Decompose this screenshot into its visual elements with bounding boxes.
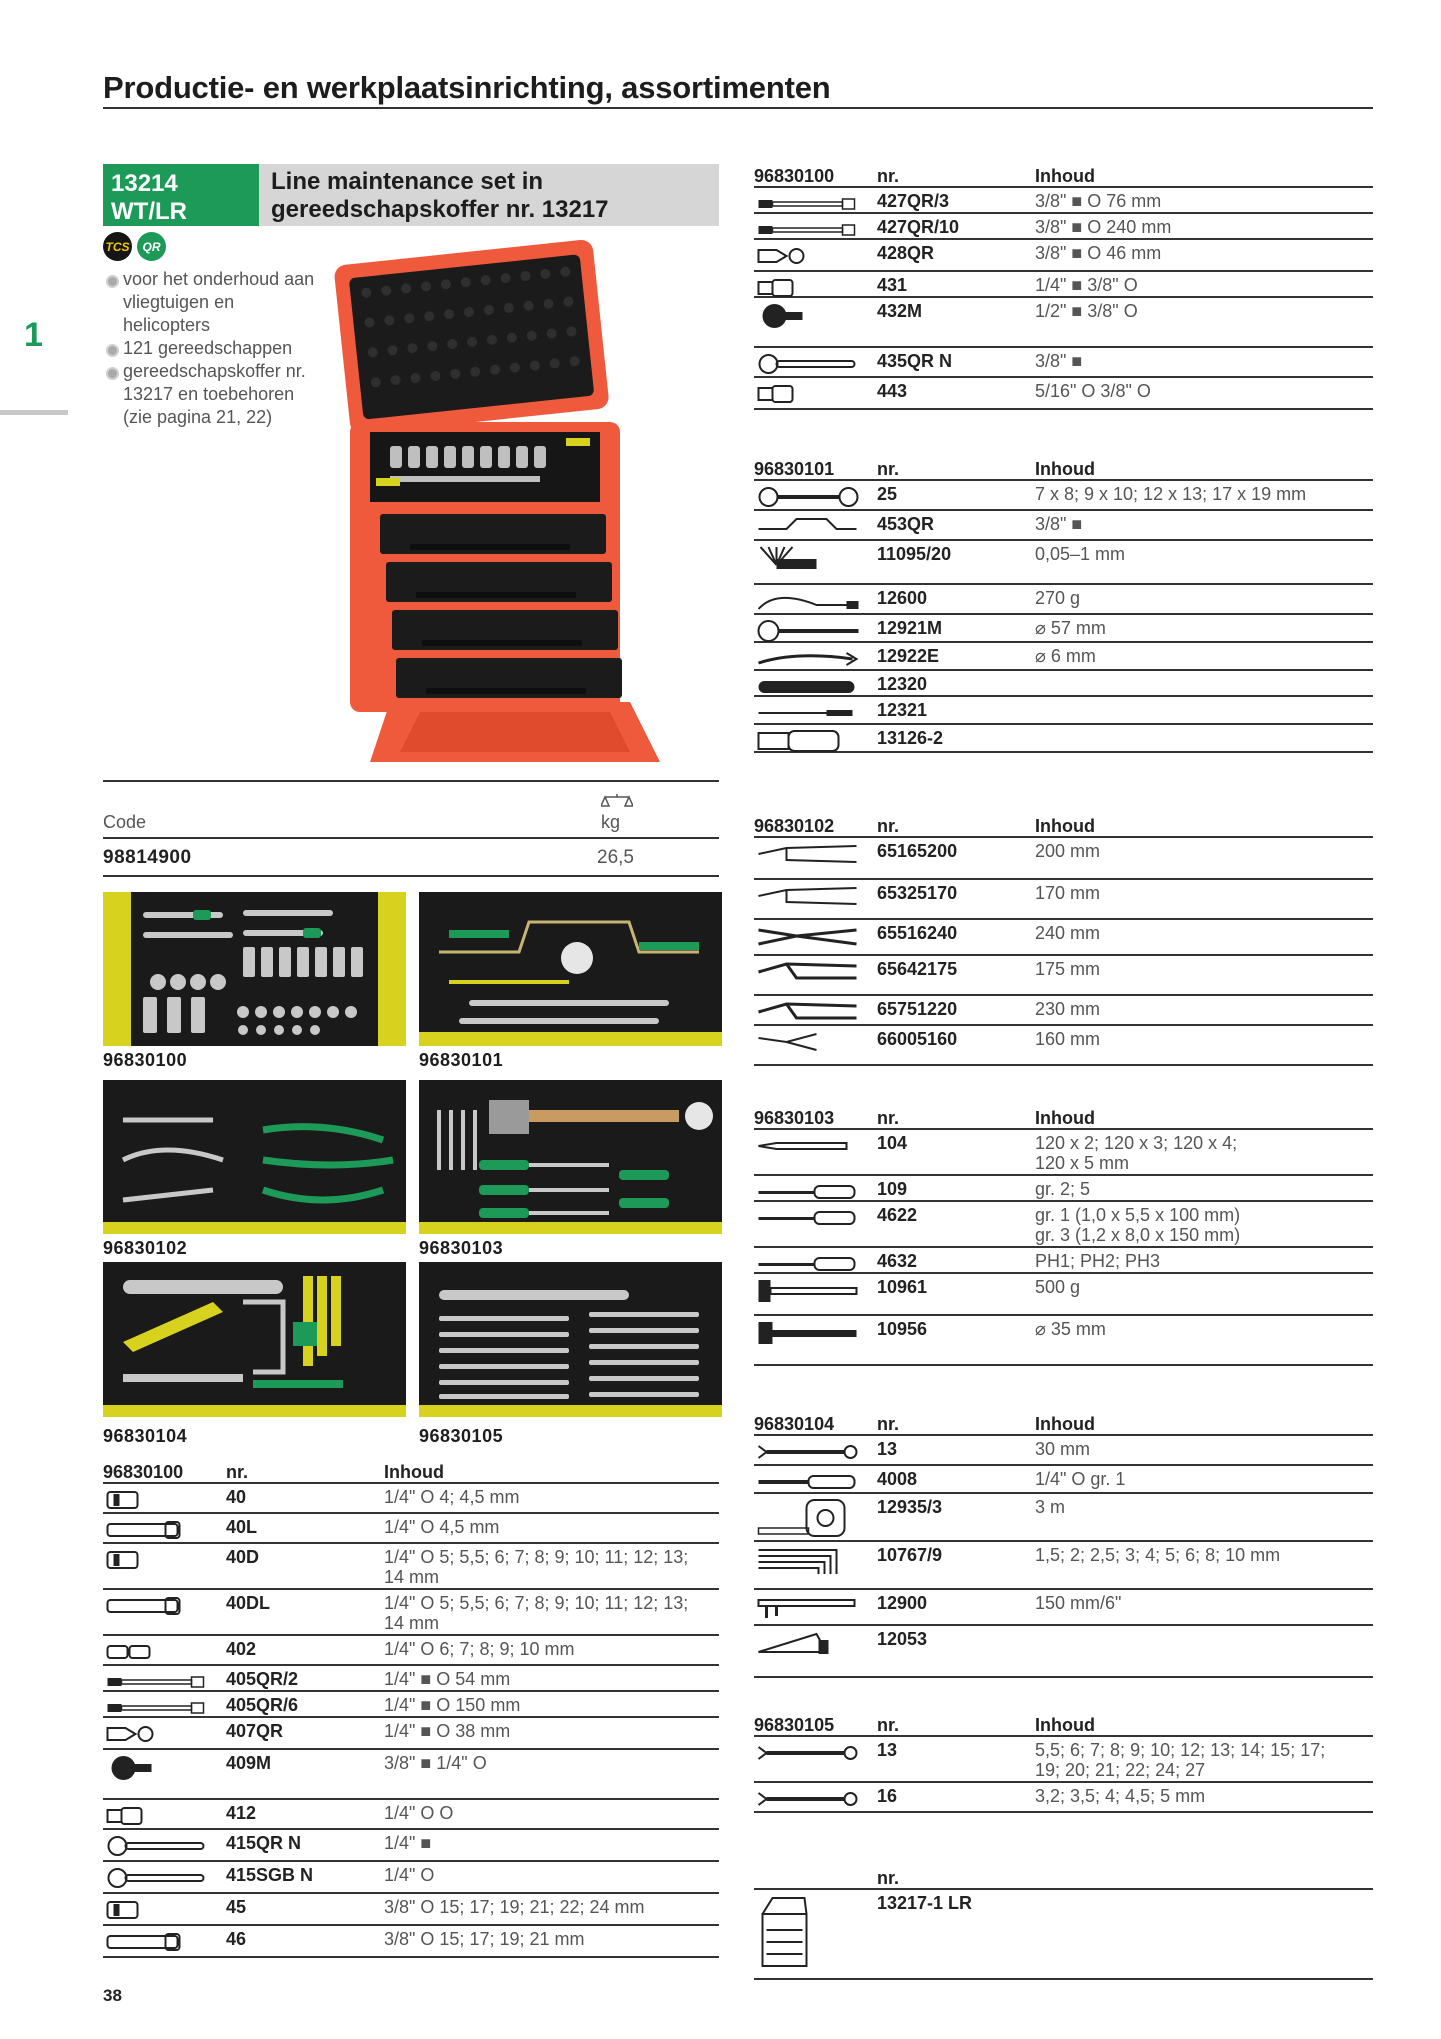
article-number: 12600 [877, 588, 928, 608]
magnetic-pickup-icon [754, 589, 859, 613]
col-nr-header: nr. [226, 1462, 249, 1482]
feature-item: gereedschapskoffer nr. 13217 en toebehoren (zie pagina 21, 22) [105, 360, 320, 429]
tray-image-96830104 [103, 1262, 406, 1417]
tape-measure-icon [754, 1498, 859, 1540]
article-number: 409M [226, 1753, 272, 1773]
table-row [103, 1750, 719, 1800]
article-content: ⌀ 57 mm [1035, 618, 1106, 638]
article-content: gr. 1 (1,0 x 5,5 x 100 mm) gr. 3 (1,2 x 8,0 x 150 mm) [1035, 1205, 1241, 1245]
hammer-icon [754, 1278, 859, 1314]
extension-bar-icon [103, 1670, 208, 1694]
table-row [754, 272, 1373, 298]
col-nr-header: nr. [877, 1868, 900, 1888]
article-number: 443 [877, 381, 908, 401]
article-content: 30 mm [1035, 1439, 1091, 1459]
article-number: 109 [877, 1179, 908, 1199]
article-number: 415SGB N [226, 1865, 314, 1885]
ratchet-icon [103, 1866, 208, 1892]
table-row [754, 1590, 1373, 1626]
article-number: 402 [226, 1639, 257, 1659]
article-content: 1/4" O 4; 4,5 mm [384, 1487, 520, 1507]
article-content: ⌀ 35 mm [1035, 1319, 1106, 1339]
table-t96830105 [754, 1715, 1373, 1813]
product-code: 13214 WT/LR [103, 164, 259, 226]
article-number: 13126-2 [877, 728, 944, 748]
article-number: 40L [226, 1517, 258, 1537]
table-row [754, 298, 1373, 348]
col-nr-header: nr. [877, 1414, 900, 1434]
tray-image-96830101 [419, 892, 722, 1046]
article-content: 1/4" ■ O 150 mm [384, 1695, 521, 1715]
table-t96830100-right [754, 166, 1373, 410]
table-row [754, 1466, 1373, 1494]
table-title: 96830101 [754, 459, 835, 479]
title-rule [103, 107, 1373, 109]
table-header [754, 1414, 1373, 1436]
tray-image-96830100 [103, 892, 406, 1046]
article-content: 7 x 8; 9 x 10; 12 x 13; 17 x 19 mm [1035, 484, 1307, 504]
pliers-icon [754, 842, 859, 878]
article-content: 1/4" O 4,5 mm [384, 1517, 500, 1537]
scribe-icon [754, 701, 859, 725]
article-content: 1/4" O 5; 5,5; 6; 7; 8; 9; 10; 11; 12; 13; 14 mm [384, 1593, 689, 1633]
product-name: Line maintenance set in gereedschapskoffer nr. 13217 [259, 164, 719, 226]
article-number: 12922E [877, 646, 940, 666]
screwdriver-icon [754, 1252, 859, 1276]
article-content: 3,2; 3,5; 4; 4,5; 5 mm [1035, 1786, 1206, 1806]
bit-holder-icon [754, 1470, 859, 1494]
article-number: 12321 [877, 700, 928, 720]
soft-face-hammer-icon [754, 1320, 859, 1364]
article-number: 16 [877, 1786, 898, 1806]
article-number: 13217-1 LR [877, 1893, 973, 1913]
table-row [754, 1890, 1373, 1980]
article-number: 435QR N [877, 351, 953, 371]
article-number: 65165200 [877, 841, 958, 861]
article-content: 1/4" ■ O 38 mm [384, 1721, 511, 1741]
article-content: 3/8" ■ O 76 mm [1035, 191, 1162, 211]
table-row [754, 725, 1373, 753]
tray-label: 96830102 [103, 1238, 188, 1258]
article-content: PH1; PH2; PH3 [1035, 1251, 1161, 1271]
table-row [754, 1626, 1373, 1678]
table-row [754, 511, 1373, 541]
article-content: 160 mm [1035, 1029, 1101, 1049]
article-content: 3/8" O 15; 17; 19; 21 mm [384, 1929, 585, 1949]
table-header [754, 459, 1373, 481]
table-title: 96830102 [754, 816, 835, 836]
article-content: 1/4" ■ O 54 mm [384, 1669, 511, 1689]
table-row [754, 1737, 1373, 1783]
extension-bar-icon [754, 192, 859, 216]
table-row [103, 1926, 719, 1958]
article-number: 46 [226, 1929, 247, 1949]
article-content: 3/8" O 15; 17; 19; 21; 22; 24 mm [384, 1897, 645, 1917]
col-nr-header: nr. [877, 166, 900, 186]
table-row [754, 348, 1373, 378]
feature-item: voor het onderhoud aan vliegtuigen en helicopters [105, 268, 320, 337]
article-number: 12320 [877, 674, 928, 694]
feeler-gauge-icon [754, 545, 859, 583]
tool-case-icon [754, 1894, 859, 1978]
article-content: 1/4" O [384, 1865, 435, 1885]
table-title: 96830100 [103, 1462, 184, 1482]
article-content: 120 x 2; 120 x 3; 120 x 4; 120 x 5 mm [1035, 1133, 1238, 1173]
article-content: 170 mm [1035, 883, 1101, 903]
table-row [754, 214, 1373, 240]
table-row [103, 1590, 719, 1636]
table-row [103, 1894, 719, 1926]
article-content: 200 mm [1035, 841, 1101, 861]
pickup-tool-icon [754, 647, 859, 671]
screwdriver-icon [754, 1180, 859, 1204]
table-t96830104 [754, 1414, 1373, 1678]
article-content: 500 g [1035, 1277, 1081, 1297]
article-content: 3/8" ■ 1/4" O [384, 1753, 487, 1773]
table-header [754, 1715, 1373, 1737]
article-content: 1/4" O 5; 5,5; 6; 7; 8; 9; 10; 11; 12; 13; 14 mm [384, 1547, 689, 1587]
table-t96830102 [754, 816, 1373, 1066]
product-header [103, 164, 719, 226]
table-row [754, 920, 1373, 956]
article-number: 13 [877, 1439, 898, 1459]
combination-spanner-icon [754, 1440, 859, 1464]
screwdriver-icon [754, 1206, 859, 1246]
table-row [754, 956, 1373, 996]
article-number: 428QR [877, 243, 935, 263]
article-number: 65516240 [877, 923, 958, 943]
code-weight-table [103, 780, 719, 877]
article-content: 1,5; 2; 2,5; 3; 4; 5; 6; 8; 10 mm [1035, 1545, 1281, 1565]
tray-label: 96830103 [419, 1238, 504, 1258]
col-inhoud-header: Inhoud [1035, 459, 1095, 479]
col-inhoud-header: Inhoud [384, 1462, 444, 1482]
socket-icon [103, 1488, 208, 1512]
table-row [103, 1692, 719, 1718]
combination-spanner-icon [754, 1787, 859, 1811]
flashlight-icon [754, 675, 859, 699]
article-number: 405QR/6 [226, 1695, 299, 1715]
article-number: 104 [877, 1133, 908, 1153]
ratchet-icon [754, 352, 859, 376]
col-inhoud-header: Inhoud [1035, 1108, 1095, 1128]
feature-list [105, 268, 320, 429]
table-row [754, 643, 1373, 671]
page-number: 38 [103, 1986, 122, 2005]
article-number: 427QR/10 [877, 217, 960, 237]
adapter-icon [754, 276, 859, 300]
socket-set-icon [103, 1640, 208, 1664]
weight-icon [601, 792, 633, 810]
article-number: 10956 [877, 1319, 928, 1339]
table-t96830100-left [103, 1462, 719, 1958]
article-content: 5/16" O 3/8" O [1035, 381, 1151, 401]
table-row [754, 1176, 1373, 1202]
table-row [754, 1202, 1373, 1248]
article-number: 66005160 [877, 1029, 958, 1049]
tray-label: 96830105 [419, 1426, 504, 1446]
long-socket-icon [103, 1518, 208, 1542]
feature-item: 121 gereedschappen [105, 337, 320, 360]
article-number: 405QR/2 [226, 1669, 299, 1689]
table-row [754, 671, 1373, 697]
article-code: 98814900 [103, 847, 192, 868]
caliper-icon [754, 1594, 859, 1624]
water-pump-pliers-icon [754, 924, 859, 954]
weight-unit-header: kg [601, 812, 621, 832]
tray-image-96830105 [419, 1262, 722, 1417]
table-row [103, 1484, 719, 1514]
article-number: 12053 [877, 1629, 928, 1649]
article-weight: 26,5 [597, 847, 634, 868]
table-row [754, 996, 1373, 1026]
tcs-badge-icon: TCS [103, 232, 132, 261]
article-number: 407QR [226, 1721, 284, 1741]
table-t96830101 [754, 459, 1373, 753]
table-row [103, 839, 719, 877]
table-row [754, 240, 1373, 272]
ratchet-icon [103, 1834, 208, 1860]
hacksaw-icon [754, 1630, 859, 1676]
table-row [754, 838, 1373, 880]
article-content: 3/8" ■ [1035, 514, 1083, 534]
table-header [754, 1868, 1373, 1890]
article-content: 3/8" ■ [1035, 351, 1083, 371]
article-content: 1/4" O gr. 1 [1035, 1469, 1126, 1489]
table-row [754, 1783, 1373, 1813]
article-number: 12921M [877, 618, 943, 638]
article-number: 12900 [877, 1593, 928, 1613]
table-row [754, 1130, 1373, 1176]
article-number: 65751220 [877, 999, 958, 1019]
article-content: 270 g [1035, 588, 1081, 608]
article-number: 13 [877, 1740, 898, 1760]
article-content: 3/8" ■ O 240 mm [1035, 217, 1172, 237]
hex-driver-icon [754, 729, 859, 753]
page-title: Productie- en werkplaatsinrichting, assortimenten [103, 70, 831, 105]
article-content: 1/4" O 6; 7; 8; 9; 10 mm [384, 1639, 575, 1659]
table-row [103, 1718, 719, 1750]
article-content: 0,05–1 mm [1035, 544, 1126, 564]
article-number: 45 [226, 1897, 247, 1917]
article-number: 10961 [877, 1277, 928, 1297]
article-number: 40D [226, 1547, 260, 1567]
article-content: 1/4" O O [384, 1803, 454, 1823]
chapter-marker [0, 410, 68, 415]
article-content: gr. 2; 5 [1035, 1179, 1091, 1199]
col-nr-header: nr. [877, 816, 900, 836]
extension-bar-icon [754, 218, 859, 242]
article-number: 65642175 [877, 959, 958, 979]
tray-label: 96830104 [103, 1426, 188, 1446]
table-title: 96830105 [754, 1715, 835, 1735]
article-number: 65325170 [877, 883, 958, 903]
locking-pliers-icon [754, 1000, 859, 1024]
article-number: 412 [226, 1803, 257, 1823]
article-content: 150 mm/6" [1035, 1593, 1122, 1613]
socket-icon [103, 1898, 208, 1924]
table-row [754, 1026, 1373, 1066]
table-row [103, 1666, 719, 1692]
table-t-case [754, 1868, 1373, 1980]
article-number: 25 [877, 484, 898, 504]
adapter-icon [103, 1804, 208, 1828]
article-content: ⌀ 6 mm [1035, 646, 1096, 666]
article-number: 11095/20 [877, 544, 952, 564]
col-nr-header: nr. [877, 459, 900, 479]
locking-pliers-icon [754, 960, 859, 994]
pliers-icon [754, 884, 859, 918]
adapter-icon [754, 382, 859, 408]
table-row [103, 1862, 719, 1894]
col-nr-header: nr. [877, 1108, 900, 1128]
code-header: Code [103, 812, 147, 832]
table-header [103, 1462, 719, 1484]
table-row [754, 1274, 1373, 1316]
article-content: 3 m [1035, 1497, 1066, 1517]
table-row [103, 1800, 719, 1830]
article-number: 12935/3 [877, 1497, 943, 1517]
article-number: 432M [877, 301, 923, 321]
col-inhoud-header: Inhoud [1035, 1414, 1095, 1434]
table-row [754, 378, 1373, 410]
article-number: 415QR N [226, 1833, 302, 1853]
col-nr-header: nr. [877, 1715, 900, 1735]
tray-label: 96830101 [419, 1050, 504, 1070]
article-number: 4632 [877, 1251, 918, 1271]
col-inhoud-header: Inhoud [1035, 816, 1095, 836]
table-row [103, 1830, 719, 1862]
article-content: 1/2" ■ 3/8" O [1035, 301, 1138, 321]
article-content: 175 mm [1035, 959, 1101, 979]
qr-badge-icon: QR [137, 232, 166, 261]
table-row [754, 541, 1373, 585]
spinner-handle-icon [754, 302, 859, 346]
article-number: 427QR/3 [877, 191, 950, 211]
article-content: 5,5; 6; 7; 8; 9; 10; 12; 13; 14; 15; 17; 19; 20; 21; 22; 24; 27 [1035, 1740, 1326, 1780]
ring-spanner-icon [754, 485, 859, 509]
table-header [754, 1108, 1373, 1130]
article-number: 4008 [877, 1469, 918, 1489]
hex-key-set-icon [754, 1546, 859, 1588]
table-row [754, 1248, 1373, 1274]
table-row [103, 1636, 719, 1666]
article-content: 1/4" ■ [384, 1833, 432, 1853]
article-number: 4622 [877, 1205, 918, 1225]
universal-joint-icon [754, 244, 859, 270]
article-content: 3/8" ■ O 46 mm [1035, 243, 1162, 263]
extension-bar-icon [103, 1696, 208, 1720]
table-row [754, 1494, 1373, 1542]
table-title: 96830103 [754, 1108, 835, 1128]
chapter-number: 1 [24, 316, 43, 354]
socket-icon [103, 1548, 208, 1588]
tool-case-image [330, 232, 722, 768]
table-row [103, 1544, 719, 1590]
combination-spanner-icon [754, 1741, 859, 1781]
crank-brace-icon [754, 515, 859, 539]
table-row [754, 481, 1373, 511]
tray-image-96830103 [419, 1080, 722, 1234]
article-content: 230 mm [1035, 999, 1101, 1019]
inspection-mirror-icon [754, 619, 859, 643]
article-number: 40 [226, 1487, 247, 1507]
col-inhoud-header: Inhoud [1035, 1715, 1095, 1735]
spinner-handle-icon [103, 1754, 208, 1798]
cutting-pliers-icon [754, 1030, 859, 1064]
article-number: 453QR [877, 514, 935, 534]
article-content: 240 mm [1035, 923, 1101, 943]
universal-joint-icon [103, 1722, 208, 1748]
punch-icon [754, 1134, 859, 1174]
article-content: 1/4" ■ 3/8" O [1035, 275, 1138, 295]
col-inhoud-header: Inhoud [1035, 166, 1095, 186]
table-row [754, 1316, 1373, 1366]
long-socket-icon [103, 1594, 208, 1634]
table-title: 96830104 [754, 1414, 835, 1434]
table-title: 96830100 [754, 166, 835, 186]
table-header [754, 166, 1373, 188]
table-row [754, 188, 1373, 214]
table-row [103, 1514, 719, 1544]
tray-label: 96830100 [103, 1050, 188, 1070]
table-row [754, 1542, 1373, 1590]
table-row [754, 615, 1373, 643]
table-row [754, 880, 1373, 920]
table-t96830103 [754, 1108, 1373, 1366]
table-row [754, 697, 1373, 725]
article-number: 10767/9 [877, 1545, 943, 1565]
table-row [754, 585, 1373, 615]
article-number: 40DL [226, 1593, 271, 1613]
tray-image-96830102 [103, 1080, 406, 1234]
table-row [754, 1436, 1373, 1466]
article-number: 431 [877, 275, 908, 295]
long-socket-icon [103, 1930, 208, 1956]
table-header [754, 816, 1373, 838]
